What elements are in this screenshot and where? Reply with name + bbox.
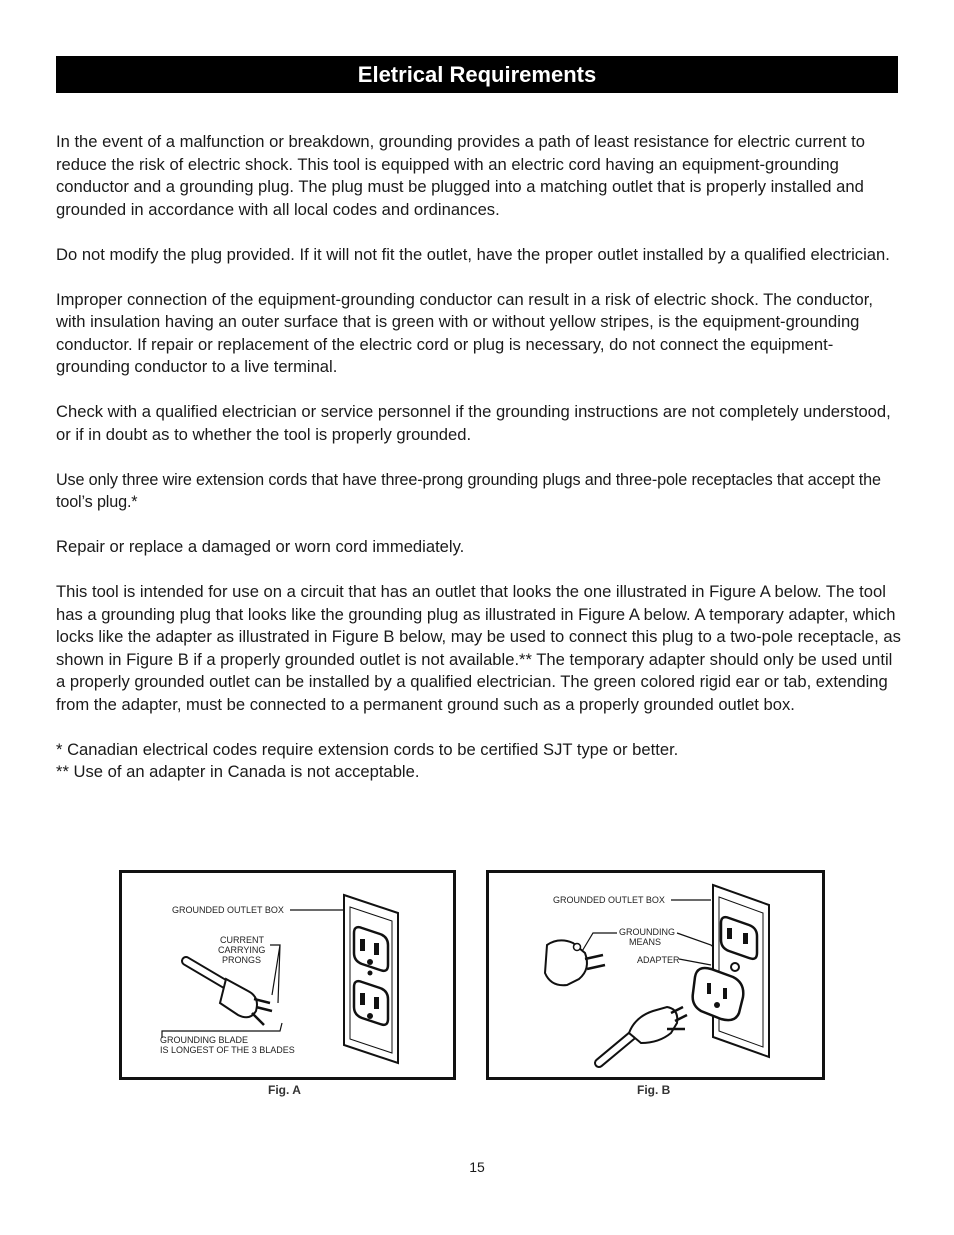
paragraph-circuit-outlet: This tool is intended for use on a circuit that has an outlet that looks the one illustrated in Figure A below. The tool has a grounding plug that looks like the grounding plug as illustrated in Figure A below. A temporary adapter, which locks like the adapter as illustrated in Figure B below, may be used to connect this plug to a two-pole receptacle, as shown in Figure B if a properly grounded outlet is not available.** The temporary adapter should only be used until a properly grounded outlet can be installed by a qualified electrician. The green colored rigid ear or tab, extending from the adapter, must be connected to a permanent ground such as a properly grounded outlet box.: [56, 582, 901, 714]
label-grounding-blade-2: IS LONGEST OF THE 3 BLADES: [160, 1045, 295, 1055]
paragraph-repair-cord: Repair or replace a damaged or worn cord immediately.: [56, 537, 465, 556]
slot: [360, 939, 365, 951]
body-text: [56, 131, 901, 784]
figure-a-illustration: [122, 873, 453, 1077]
paragraph-grounding-purpose: In the event of a malfunction or breakdown, grounding provides a path of least resistance for electric current to reduce the risk of electric shock. This tool is equipped with an electric cord having an equipment-grounding conductor and a grounding plug. The plug must be plugged into a matching outlet that is properly installed and grounded in accordance with all local codes and ordinances.: [56, 132, 865, 219]
figure-a: [119, 870, 456, 1080]
slot: [360, 993, 365, 1005]
label-current-1: CURRENT: [220, 935, 264, 945]
caption-figure-b: Fig. B: [637, 1083, 671, 1097]
section-title: Eletrical Requirements: [357, 61, 597, 87]
slot: [723, 988, 727, 999]
wall-plate: [713, 885, 769, 1057]
label-grounded-outlet-box: GROUNDED OUTLET BOX: [172, 905, 284, 915]
grounding-tab: [731, 963, 739, 971]
paragraph-do-not-modify: Do not modify the plug provided. If it will not fit the outlet, have the proper outlet installed by a qualified electrician.: [56, 244, 890, 264]
plate-screw: [368, 971, 373, 976]
label-grounding-means-2: MEANS: [629, 937, 662, 947]
ground-hole: [714, 1002, 720, 1008]
ground-hole: [367, 959, 373, 965]
page-number: 15: [469, 1159, 485, 1175]
figure-b-illustration: [489, 873, 822, 1077]
label-current-3: PRONGS: [222, 955, 262, 965]
slot: [707, 983, 711, 994]
label-grounded-outlet-box: GROUNDED OUTLET BOX: [553, 895, 665, 905]
ground-hole: [367, 1013, 373, 1019]
figure-b: [486, 870, 825, 1080]
caption-figure-a: Fig. A: [268, 1083, 301, 1097]
plug-body: [220, 979, 257, 1017]
leader-line: [270, 945, 280, 1003]
paragraph-improper-connection: Improper connection of the equipment-grounding conductor can result in a risk of electric shock. The conductor, with insulation having an outer surface that is green with or without yellow stripes, is the equipment-grounding conductor. If repair or replacement of the electric cord or plug is necessary, do not connect the equipment-grounding conductor to a live terminal.: [56, 289, 873, 376]
note-canadian-codes: * Canadian electrical codes require extension cords to be certified SJT type or better.: [56, 739, 679, 759]
slot: [727, 928, 732, 939]
slot: [374, 997, 379, 1009]
label-grounding-blade-1: GROUNDING BLADE: [160, 1035, 249, 1045]
note-adapter-canada: ** Use of an adapter in Canada is not acceptable.: [56, 762, 420, 781]
adapter-tab: [574, 944, 581, 951]
paragraph-extension-cords: Use only three wire extension cords that have three-prong grounding plugs and three-pole receptacles that accept the tool’s plug.*: [56, 470, 881, 511]
plug-body: [629, 1007, 677, 1043]
label-adapter: ADAPTER: [637, 955, 680, 965]
adapter-prongs: [585, 955, 605, 969]
section-title-bar: [56, 56, 898, 93]
slot: [374, 943, 379, 955]
paragraph-check-electrician: Check with a qualified electrician or service personnel if the grounding instructions are not completely understood, or if in doubt as to whether the tool is properly grounded.: [56, 402, 891, 444]
label-grounding-means-1: GROUNDING: [619, 927, 675, 937]
label-current-2: CARRYING: [218, 945, 266, 955]
slot: [743, 933, 748, 944]
cord-highlight: [599, 1033, 635, 1063]
